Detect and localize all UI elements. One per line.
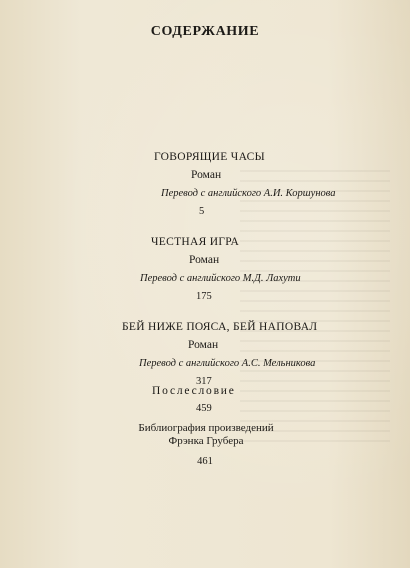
- bibliography-entry: [0, 422, 410, 470]
- entry-title: ЧЕСТНАЯ ИГРА: [151, 236, 240, 248]
- toc-entry-3: [0, 318, 410, 390]
- page-title: СОДЕРЖАНИЕ: [150, 24, 260, 39]
- entry-translator: Перевод с английского А.И. Коршунова: [161, 188, 336, 199]
- entry-translator: Перевод с английского М.Д. Лахути: [140, 273, 301, 284]
- toc-entry-1: [0, 148, 410, 220]
- entry-genre: Роман: [189, 254, 220, 266]
- bibliography-line-2: Фрэнка Грубера: [168, 435, 244, 447]
- afterword-label: Послесловие: [152, 385, 236, 397]
- bibliography-line-1: Библиография произведений: [138, 422, 274, 434]
- entry-title: БЕЙ НИЖЕ ПОЯСА, БЕЙ НАПОВАЛ: [122, 321, 318, 333]
- entry-page-number: 317: [196, 376, 212, 387]
- entry-translator: Перевод с английского А.С. Мельникова: [139, 358, 316, 369]
- afterword-page-number: 459: [196, 403, 212, 414]
- entry-page-number: 5: [199, 206, 205, 217]
- toc-entry-2: [0, 233, 410, 305]
- entry-genre: Роман: [188, 339, 219, 351]
- entry-page-number: 175: [196, 291, 212, 302]
- entry-genre: Роман: [191, 169, 222, 181]
- bibliography-page-number: 461: [197, 456, 213, 467]
- afterword-entry: [0, 382, 410, 418]
- entry-title: ГОВОРЯЩИЕ ЧАСЫ: [154, 151, 265, 163]
- table-of-contents: [0, 148, 410, 390]
